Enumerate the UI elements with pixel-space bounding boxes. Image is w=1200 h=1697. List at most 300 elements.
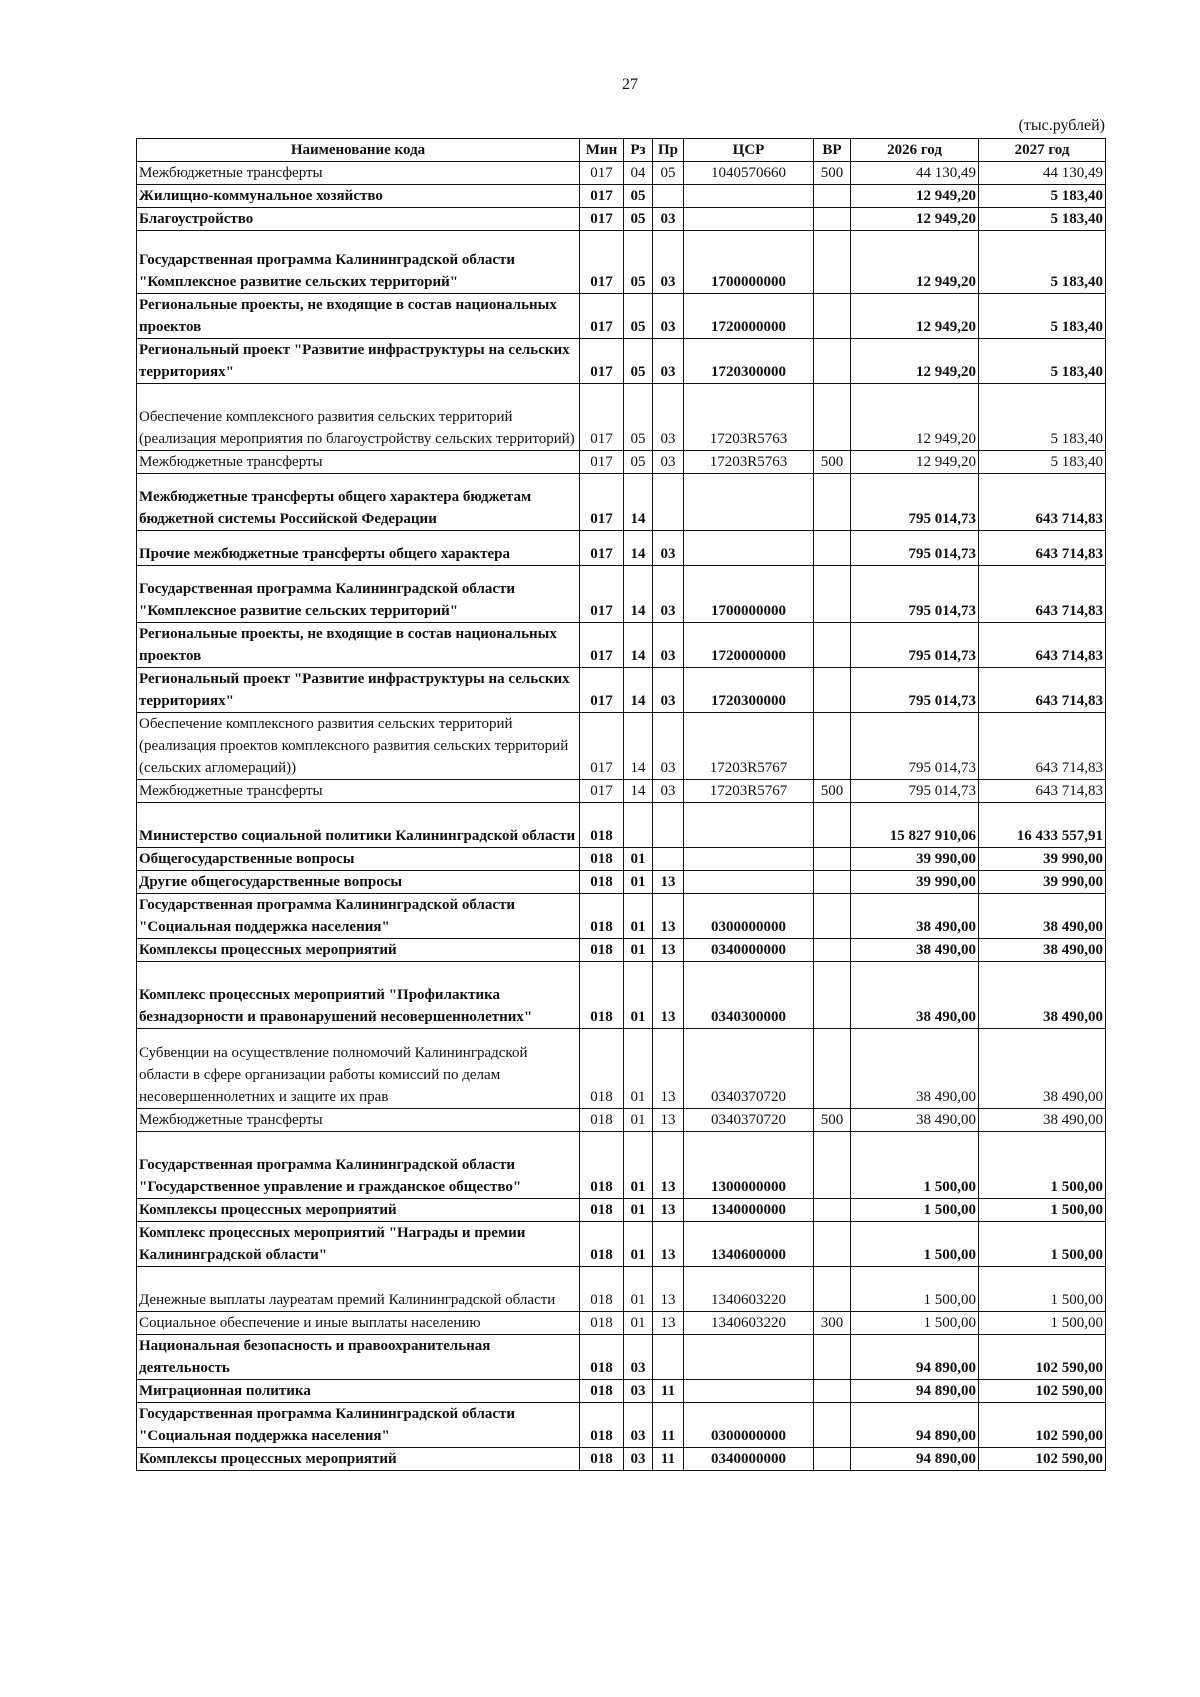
cell-vr [814, 894, 851, 939]
cell-2027: 102 590,00 [979, 1403, 1106, 1448]
cell-csr [684, 848, 814, 871]
cell-csr [684, 208, 814, 231]
cell-name: Прочие межбюджетные трансферты общего характера [137, 531, 580, 566]
unit-note: (тыс.рублей) [1018, 117, 1105, 134]
cell-name: Межбюджетные трансферты [137, 162, 580, 185]
table-row [137, 939, 1106, 962]
cell-pr: 13 [653, 1132, 684, 1199]
cell-rz: 04 [624, 162, 653, 185]
cell-pr: 03 [653, 294, 684, 339]
cell-2027: 38 490,00 [979, 939, 1106, 962]
cell-rz: 01 [624, 848, 653, 871]
cell-pr: 13 [653, 1267, 684, 1312]
cell-rz [624, 803, 653, 848]
cell-name: Региональные проекты, не входящие в состав национальных проектов [137, 623, 580, 668]
cell-2027: 102 590,00 [979, 1380, 1106, 1403]
cell-vr [814, 1403, 851, 1448]
cell-2026: 12 949,20 [851, 451, 979, 474]
cell-2027: 38 490,00 [979, 1109, 1106, 1132]
cell-vr [814, 848, 851, 871]
cell-2026: 795 014,73 [851, 668, 979, 713]
cell-csr: 0340000000 [684, 939, 814, 962]
cell-rz: 14 [624, 474, 653, 531]
table-row [137, 1312, 1106, 1335]
cell-csr [684, 1335, 814, 1380]
header-csr: ЦСР [684, 139, 814, 162]
cell-min: 017 [580, 623, 624, 668]
table-row [137, 871, 1106, 894]
cell-2026: 795 014,73 [851, 780, 979, 803]
table-row [137, 1029, 1106, 1109]
cell-rz: 14 [624, 780, 653, 803]
cell-2026: 38 490,00 [851, 1109, 979, 1132]
table-header-row [137, 139, 1106, 162]
cell-name: Комплекс процессных мероприятий "Профилактика безнадзорности и правонарушений несовершеннолетних" [137, 962, 580, 1029]
cell-2027: 643 714,83 [979, 531, 1106, 566]
cell-vr [814, 566, 851, 623]
table-row [137, 294, 1106, 339]
cell-pr: 03 [653, 668, 684, 713]
cell-2027: 1 500,00 [979, 1267, 1106, 1312]
cell-rz: 05 [624, 231, 653, 294]
cell-min: 017 [580, 713, 624, 780]
cell-csr [684, 803, 814, 848]
cell-2027: 1 500,00 [979, 1199, 1106, 1222]
cell-name: Комплексы процессных мероприятий [137, 939, 580, 962]
cell-min: 018 [580, 1448, 624, 1471]
cell-2026: 1 500,00 [851, 1132, 979, 1199]
cell-2026: 795 014,73 [851, 566, 979, 623]
table-row [137, 208, 1106, 231]
table-row [137, 162, 1106, 185]
cell-2027: 102 590,00 [979, 1448, 1106, 1471]
cell-min: 017 [580, 294, 624, 339]
cell-2027: 643 714,83 [979, 713, 1106, 780]
cell-rz: 05 [624, 384, 653, 451]
cell-name: Жилищно-коммунальное хозяйство [137, 185, 580, 208]
cell-2027: 38 490,00 [979, 962, 1106, 1029]
cell-csr [684, 1380, 814, 1403]
table-row [137, 623, 1106, 668]
cell-2027: 643 714,83 [979, 668, 1106, 713]
cell-vr [814, 713, 851, 780]
cell-csr: 17203R5767 [684, 713, 814, 780]
cell-rz: 01 [624, 1199, 653, 1222]
cell-csr: 1720300000 [684, 668, 814, 713]
budget-table [136, 138, 1106, 1471]
table-row [137, 894, 1106, 939]
cell-vr [814, 384, 851, 451]
cell-min: 017 [580, 208, 624, 231]
cell-vr [814, 185, 851, 208]
cell-2027: 643 714,83 [979, 566, 1106, 623]
cell-2026: 94 890,00 [851, 1403, 979, 1448]
cell-vr [814, 474, 851, 531]
cell-csr: 1340600000 [684, 1222, 814, 1267]
cell-2026: 94 890,00 [851, 1380, 979, 1403]
cell-pr: 13 [653, 1222, 684, 1267]
cell-min: 017 [580, 780, 624, 803]
cell-2027: 39 990,00 [979, 871, 1106, 894]
cell-vr [814, 294, 851, 339]
cell-rz: 03 [624, 1403, 653, 1448]
cell-vr: 300 [814, 1312, 851, 1335]
cell-2027: 5 183,40 [979, 339, 1106, 384]
cell-2027: 16 433 557,91 [979, 803, 1106, 848]
cell-2027: 5 183,40 [979, 231, 1106, 294]
table-row [137, 531, 1106, 566]
cell-pr: 13 [653, 894, 684, 939]
cell-2026: 94 890,00 [851, 1335, 979, 1380]
cell-2027: 5 183,40 [979, 451, 1106, 474]
cell-pr: 13 [653, 1312, 684, 1335]
cell-name: Общегосударственные вопросы [137, 848, 580, 871]
cell-csr: 1340000000 [684, 1199, 814, 1222]
header-name: Наименование кода [137, 139, 580, 162]
cell-2026: 12 949,20 [851, 294, 979, 339]
cell-csr: 1700000000 [684, 231, 814, 294]
cell-csr: 17203R5763 [684, 384, 814, 451]
cell-2026: 38 490,00 [851, 1029, 979, 1109]
cell-vr [814, 339, 851, 384]
cell-pr [653, 803, 684, 848]
cell-min: 018 [580, 1199, 624, 1222]
cell-min: 017 [580, 384, 624, 451]
cell-2026: 12 949,20 [851, 185, 979, 208]
cell-2026: 795 014,73 [851, 474, 979, 531]
cell-csr: 1720000000 [684, 294, 814, 339]
cell-pr: 13 [653, 1029, 684, 1109]
header-2027: 2027 год [979, 139, 1106, 162]
header-vr: ВР [814, 139, 851, 162]
cell-pr: 11 [653, 1380, 684, 1403]
cell-2026: 39 990,00 [851, 848, 979, 871]
cell-min: 017 [580, 185, 624, 208]
cell-vr: 500 [814, 1109, 851, 1132]
cell-name: Субвенции на осуществление полномочий Калининградской области в сфере организации работы комиссий по делам несовершеннолетних и защите их прав [137, 1029, 580, 1109]
cell-vr [814, 208, 851, 231]
cell-2026: 38 490,00 [851, 894, 979, 939]
cell-2027: 1 500,00 [979, 1312, 1106, 1335]
cell-pr: 03 [653, 531, 684, 566]
cell-2026: 795 014,73 [851, 531, 979, 566]
cell-name: Государственная программа Калининградской области "Государственное управление и гражданское общество" [137, 1132, 580, 1199]
cell-name: Благоустройство [137, 208, 580, 231]
cell-min: 017 [580, 451, 624, 474]
header-2026: 2026 год [851, 139, 979, 162]
cell-pr: 05 [653, 162, 684, 185]
cell-2026: 1 500,00 [851, 1312, 979, 1335]
cell-pr: 13 [653, 871, 684, 894]
cell-csr: 1700000000 [684, 566, 814, 623]
cell-2027: 1 500,00 [979, 1222, 1106, 1267]
cell-rz: 01 [624, 871, 653, 894]
cell-min: 017 [580, 474, 624, 531]
cell-min: 018 [580, 871, 624, 894]
cell-min: 017 [580, 162, 624, 185]
cell-2027: 102 590,00 [979, 1335, 1106, 1380]
cell-rz: 01 [624, 1312, 653, 1335]
cell-pr: 13 [653, 1199, 684, 1222]
cell-name: Межбюджетные трансферты общего характера бюджетам бюджетной системы Российской Федерации [137, 474, 580, 531]
cell-name: Комплекс процессных мероприятий "Награды и премии Калининградской области" [137, 1222, 580, 1267]
cell-pr [653, 185, 684, 208]
cell-2027: 5 183,40 [979, 294, 1106, 339]
table-row [137, 384, 1106, 451]
table-row [137, 1335, 1106, 1380]
cell-csr: 0300000000 [684, 894, 814, 939]
cell-vr [814, 939, 851, 962]
cell-name: Комплексы процессных мероприятий [137, 1199, 580, 1222]
cell-2026: 1 500,00 [851, 1267, 979, 1312]
table-row [137, 1380, 1106, 1403]
cell-rz: 03 [624, 1335, 653, 1380]
cell-rz: 01 [624, 1267, 653, 1312]
cell-2026: 12 949,20 [851, 384, 979, 451]
table-row [137, 1132, 1106, 1199]
cell-vr [814, 962, 851, 1029]
cell-rz: 03 [624, 1448, 653, 1471]
cell-pr: 03 [653, 623, 684, 668]
cell-2026: 39 990,00 [851, 871, 979, 894]
cell-name: Межбюджетные трансферты [137, 780, 580, 803]
cell-rz: 01 [624, 1132, 653, 1199]
cell-rz: 05 [624, 451, 653, 474]
cell-2026: 15 827 910,06 [851, 803, 979, 848]
cell-vr [814, 668, 851, 713]
cell-rz: 14 [624, 713, 653, 780]
cell-csr: 0340300000 [684, 962, 814, 1029]
cell-name: Государственная программа Калининградской области "Комплексное развитие сельских территорий" [137, 566, 580, 623]
cell-csr: 1300000000 [684, 1132, 814, 1199]
cell-csr: 1720300000 [684, 339, 814, 384]
cell-vr [814, 871, 851, 894]
cell-pr [653, 848, 684, 871]
cell-vr: 500 [814, 780, 851, 803]
cell-min: 017 [580, 566, 624, 623]
cell-rz: 05 [624, 185, 653, 208]
table-row [137, 668, 1106, 713]
cell-2026: 38 490,00 [851, 962, 979, 1029]
cell-name: Региональный проект "Развитие инфраструктуры на сельских территориях" [137, 339, 580, 384]
cell-min: 018 [580, 1335, 624, 1380]
table-body [137, 162, 1106, 1471]
cell-csr: 1040570660 [684, 162, 814, 185]
cell-min: 017 [580, 668, 624, 713]
cell-name: Министерство социальной политики Калининградской области [137, 803, 580, 848]
cell-csr: 0340000000 [684, 1448, 814, 1471]
cell-2026: 12 949,20 [851, 208, 979, 231]
cell-2026: 795 014,73 [851, 713, 979, 780]
cell-rz: 01 [624, 1222, 653, 1267]
cell-2027: 5 183,40 [979, 208, 1106, 231]
cell-min: 018 [580, 1109, 624, 1132]
table-row [137, 1199, 1106, 1222]
cell-pr: 03 [653, 451, 684, 474]
cell-csr: 17203R5763 [684, 451, 814, 474]
cell-csr: 0340370720 [684, 1109, 814, 1132]
cell-min: 018 [580, 1380, 624, 1403]
cell-vr [814, 1335, 851, 1380]
cell-2027: 643 714,83 [979, 474, 1106, 531]
cell-csr [684, 474, 814, 531]
table-row [137, 1109, 1106, 1132]
cell-name: Обеспечение комплексного развития сельских территорий (реализация проектов комплексного развития сельских территорий (сельских агломераций)) [137, 713, 580, 780]
cell-2026: 44 130,49 [851, 162, 979, 185]
cell-pr: 03 [653, 566, 684, 623]
cell-csr [684, 185, 814, 208]
cell-vr [814, 531, 851, 566]
cell-rz: 05 [624, 339, 653, 384]
cell-pr: 13 [653, 962, 684, 1029]
cell-vr [814, 1380, 851, 1403]
cell-name: Межбюджетные трансферты [137, 451, 580, 474]
table-row [137, 1267, 1106, 1312]
cell-2027: 5 183,40 [979, 185, 1106, 208]
cell-2026: 12 949,20 [851, 339, 979, 384]
table-row [137, 474, 1106, 531]
cell-name: Национальная безопасность и правоохранительная деятельность [137, 1335, 580, 1380]
cell-rz: 03 [624, 1380, 653, 1403]
header-rz: Рз [624, 139, 653, 162]
cell-pr: 03 [653, 208, 684, 231]
cell-pr [653, 1335, 684, 1380]
cell-min: 018 [580, 848, 624, 871]
header-pr: Пр [653, 139, 684, 162]
cell-vr [814, 1222, 851, 1267]
cell-name: Социальное обеспечение и иные выплаты населению [137, 1312, 580, 1335]
cell-2026: 1 500,00 [851, 1199, 979, 1222]
cell-min: 018 [580, 894, 624, 939]
cell-pr: 11 [653, 1448, 684, 1471]
cell-rz: 01 [624, 939, 653, 962]
table-row [137, 780, 1106, 803]
cell-name: Государственная программа Калининградской области "Комплексное развитие сельских территорий" [137, 231, 580, 294]
cell-pr: 13 [653, 939, 684, 962]
cell-min: 017 [580, 531, 624, 566]
cell-csr: 1340603220 [684, 1312, 814, 1335]
cell-name: Обеспечение комплексного развития сельских территорий (реализация мероприятия по благоустройству сельских территорий) [137, 384, 580, 451]
cell-pr: 03 [653, 339, 684, 384]
cell-csr [684, 531, 814, 566]
cell-pr: 13 [653, 1109, 684, 1132]
cell-2026: 1 500,00 [851, 1222, 979, 1267]
cell-rz: 05 [624, 208, 653, 231]
table-row [137, 231, 1106, 294]
cell-2026: 94 890,00 [851, 1448, 979, 1471]
cell-min: 017 [580, 231, 624, 294]
cell-pr: 03 [653, 384, 684, 451]
cell-min: 018 [580, 1222, 624, 1267]
cell-csr [684, 871, 814, 894]
cell-name: Региональный проект "Развитие инфраструктуры на сельских территориях" [137, 668, 580, 713]
cell-name: Комплексы процессных мероприятий [137, 1448, 580, 1471]
cell-vr [814, 1029, 851, 1109]
cell-min: 018 [580, 1029, 624, 1109]
table-row [137, 713, 1106, 780]
cell-min: 018 [580, 939, 624, 962]
cell-vr [814, 1199, 851, 1222]
header-min: Мин [580, 139, 624, 162]
cell-rz: 14 [624, 566, 653, 623]
cell-min: 018 [580, 1312, 624, 1335]
cell-2027: 643 714,83 [979, 780, 1106, 803]
cell-rz: 14 [624, 531, 653, 566]
cell-name: Межбюджетные трансферты [137, 1109, 580, 1132]
cell-vr: 500 [814, 451, 851, 474]
cell-pr: 03 [653, 231, 684, 294]
cell-csr: 0340370720 [684, 1029, 814, 1109]
table-row [137, 185, 1106, 208]
table-row [137, 1448, 1106, 1471]
cell-rz: 01 [624, 1109, 653, 1132]
cell-2026: 12 949,20 [851, 231, 979, 294]
cell-2027: 38 490,00 [979, 1029, 1106, 1109]
cell-min: 017 [580, 339, 624, 384]
cell-2027: 39 990,00 [979, 848, 1106, 871]
cell-pr [653, 474, 684, 531]
cell-2026: 795 014,73 [851, 623, 979, 668]
cell-rz: 14 [624, 623, 653, 668]
cell-name: Государственная программа Калининградской области "Социальная поддержка населения" [137, 894, 580, 939]
cell-2026: 38 490,00 [851, 939, 979, 962]
table-row [137, 566, 1106, 623]
cell-vr [814, 803, 851, 848]
cell-min: 018 [580, 962, 624, 1029]
cell-2027: 38 490,00 [979, 894, 1106, 939]
cell-pr: 03 [653, 780, 684, 803]
cell-vr [814, 1448, 851, 1471]
cell-vr [814, 231, 851, 294]
table-row [137, 451, 1106, 474]
cell-rz: 01 [624, 894, 653, 939]
cell-name: Другие общегосударственные вопросы [137, 871, 580, 894]
cell-2027: 1 500,00 [979, 1132, 1106, 1199]
cell-csr: 0300000000 [684, 1403, 814, 1448]
page-number: 27 [622, 76, 638, 93]
cell-pr: 03 [653, 713, 684, 780]
table-row [137, 848, 1106, 871]
cell-vr [814, 623, 851, 668]
table-row [137, 803, 1106, 848]
cell-vr [814, 1267, 851, 1312]
table-row [137, 1403, 1106, 1448]
cell-vr [814, 1132, 851, 1199]
cell-csr: 17203R5767 [684, 780, 814, 803]
table-row [137, 1222, 1106, 1267]
cell-name: Региональные проекты, не входящие в состав национальных проектов [137, 294, 580, 339]
cell-2027: 5 183,40 [979, 384, 1106, 451]
cell-pr: 11 [653, 1403, 684, 1448]
cell-name: Денежные выплаты лауреатам премий Калининградской области [137, 1267, 580, 1312]
cell-rz: 01 [624, 962, 653, 1029]
cell-name: Государственная программа Калининградской области "Социальная поддержка населения" [137, 1403, 580, 1448]
cell-min: 018 [580, 803, 624, 848]
cell-rz: 14 [624, 668, 653, 713]
cell-rz: 05 [624, 294, 653, 339]
cell-name: Миграционная политика [137, 1380, 580, 1403]
cell-csr: 1720000000 [684, 623, 814, 668]
cell-rz: 01 [624, 1029, 653, 1109]
cell-2027: 44 130,49 [979, 162, 1106, 185]
cell-min: 018 [580, 1132, 624, 1199]
cell-csr: 1340603220 [684, 1267, 814, 1312]
cell-min: 018 [580, 1403, 624, 1448]
cell-vr: 500 [814, 162, 851, 185]
cell-min: 018 [580, 1267, 624, 1312]
table-row [137, 962, 1106, 1029]
cell-2027: 643 714,83 [979, 623, 1106, 668]
